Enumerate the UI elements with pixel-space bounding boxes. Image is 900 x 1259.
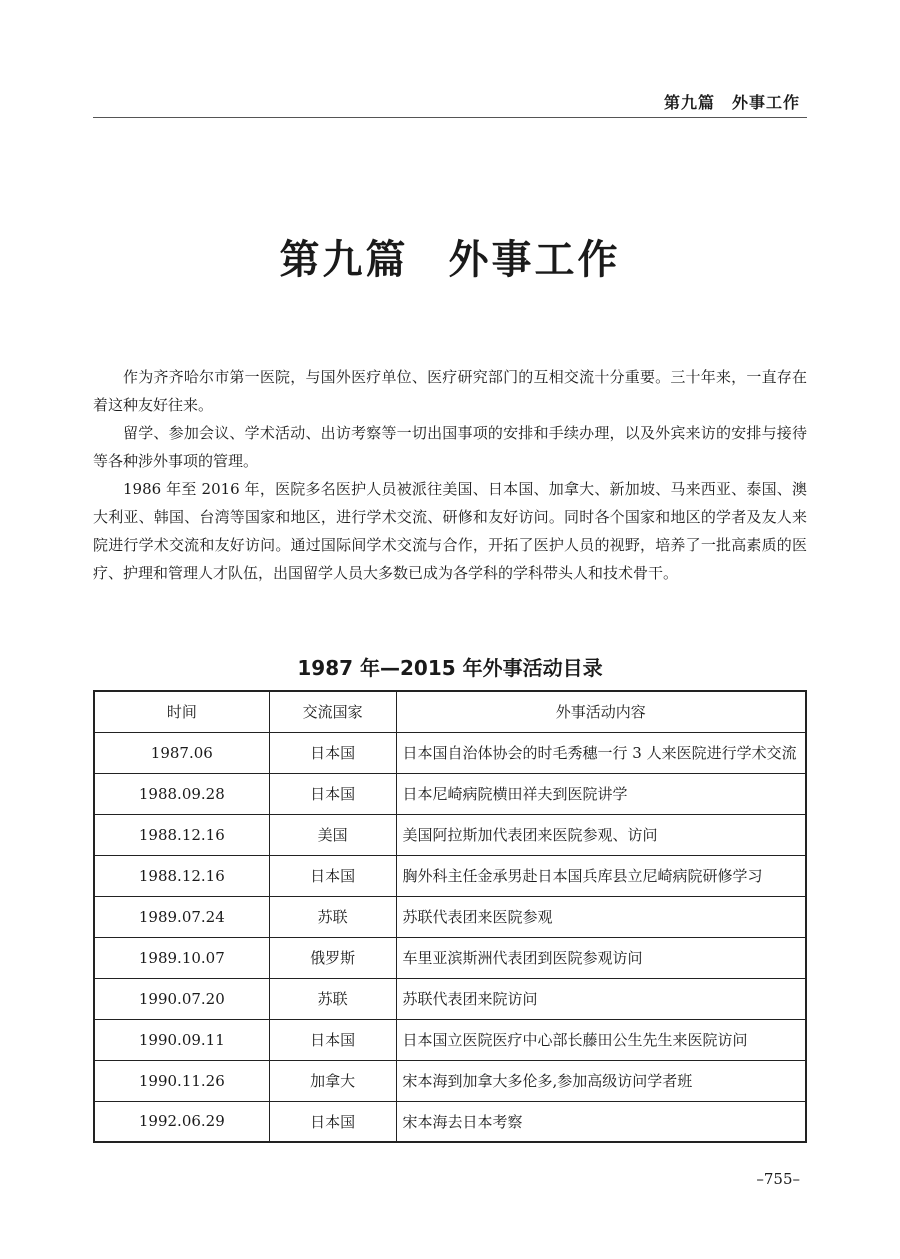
- cell-content: 苏联代表团来院访问: [396, 978, 806, 1019]
- column-header-country: 交流国家: [269, 691, 396, 732]
- cell-content: 车里亚滨斯洲代表团到医院参观访问: [396, 937, 806, 978]
- cell-country: 日本国: [269, 855, 396, 896]
- column-header-content: 外事活动内容: [396, 691, 806, 732]
- table-title: 1987 年—2015 年外事活动目录: [297, 656, 603, 680]
- table-row: [94, 1101, 806, 1142]
- cell-date: 1989.10.07: [94, 937, 269, 978]
- page-number: –755–: [756, 1170, 800, 1188]
- cell-country: 日本国: [269, 773, 396, 814]
- table-row: [94, 732, 806, 773]
- cell-country: 加拿大: [269, 1060, 396, 1101]
- cell-country: 日本国: [269, 1101, 396, 1142]
- header-divider: [93, 117, 807, 118]
- cell-content: 苏联代表团来医院参观: [396, 896, 806, 937]
- intro-paragraph: 留学、参加会议、学术活动、出访考察等一切出国事项的安排和手续办理，以及外宾来访的安排与接待等各种涉外事项的管理。: [93, 424, 807, 470]
- cell-date: 1988.12.16: [94, 814, 269, 855]
- intro-paragraph: 作为齐齐哈尔市第一医院，与国外医疗单位、医疗研究部门的互相交流十分重要。三十年来，一直存在着这种友好往来。: [93, 368, 807, 414]
- cell-date: 1988.09.28: [94, 773, 269, 814]
- chapter-number: 第九篇: [279, 237, 409, 283]
- table-row: [94, 1019, 806, 1060]
- cell-date: 1990.09.11: [94, 1019, 269, 1060]
- cell-country: 俄罗斯: [269, 937, 396, 978]
- cell-content: 日本国自治体协会的时毛秀穗一行 3 人来医院进行学术交流: [396, 732, 806, 773]
- cell-date: 1992.06.29: [94, 1101, 269, 1142]
- cell-date: 1988.12.16: [94, 855, 269, 896]
- table-row: [94, 896, 806, 937]
- cell-country: 日本国: [269, 732, 396, 773]
- table-row: [94, 978, 806, 1019]
- table-row: [94, 855, 806, 896]
- chapter-name: 外事工作: [448, 237, 621, 283]
- cell-content: 日本尼崎病院横田祥夫到医院讲学: [396, 773, 806, 814]
- running-header: 第九篇 外事工作: [663, 93, 800, 112]
- cell-date: 1987.06: [94, 732, 269, 773]
- cell-country: 日本国: [269, 1019, 396, 1060]
- intro-text: [93, 363, 807, 587]
- foreign-affairs-table: [93, 690, 807, 1143]
- chapter-title: [0, 228, 900, 285]
- cell-country: 美国: [269, 814, 396, 855]
- table-row: [94, 1060, 806, 1101]
- cell-date: 1989.07.24: [94, 896, 269, 937]
- cell-country: 苏联: [269, 896, 396, 937]
- table-row: [94, 814, 806, 855]
- cell-content: 美国阿拉斯加代表团来医院参观、访问: [396, 814, 806, 855]
- cell-content: 日本国立医院医疗中心部长藤田公生先生来医院访问: [396, 1019, 806, 1060]
- cell-content: 胸外科主任金承男赴日本国兵库县立尼崎病院研修学习: [396, 855, 806, 896]
- column-header-date: 时间: [94, 691, 269, 732]
- cell-date: 1990.07.20: [94, 978, 269, 1019]
- table-header-row: [94, 691, 806, 732]
- table-row: [94, 937, 806, 978]
- cell-content: 宋本海到加拿大多伦多,参加高级访问学者班: [396, 1060, 806, 1101]
- cell-date: 1990.11.26: [94, 1060, 269, 1101]
- table-row: [94, 773, 806, 814]
- cell-country: 苏联: [269, 978, 396, 1019]
- intro-paragraph: 1986 年至 2016 年，医院多名医护人员被派往美国、日本国、加拿大、新加坡、马来西亚、泰国、澳大利亚、韩国、台湾等国家和地区，进行学术交流、研修和友好访问。同时各个国家和地区的学者及友人来院进行学术交流和友好访问。通过国际间学术交流与合作，开拓了医护人员的视野，培养了一批高素质的医疗、护理和管理人才队伍，出国留学人员大多数已成为各学科的学科带头人和技术骨干。: [93, 480, 807, 582]
- cell-content: 宋本海去日本考察: [396, 1101, 806, 1142]
